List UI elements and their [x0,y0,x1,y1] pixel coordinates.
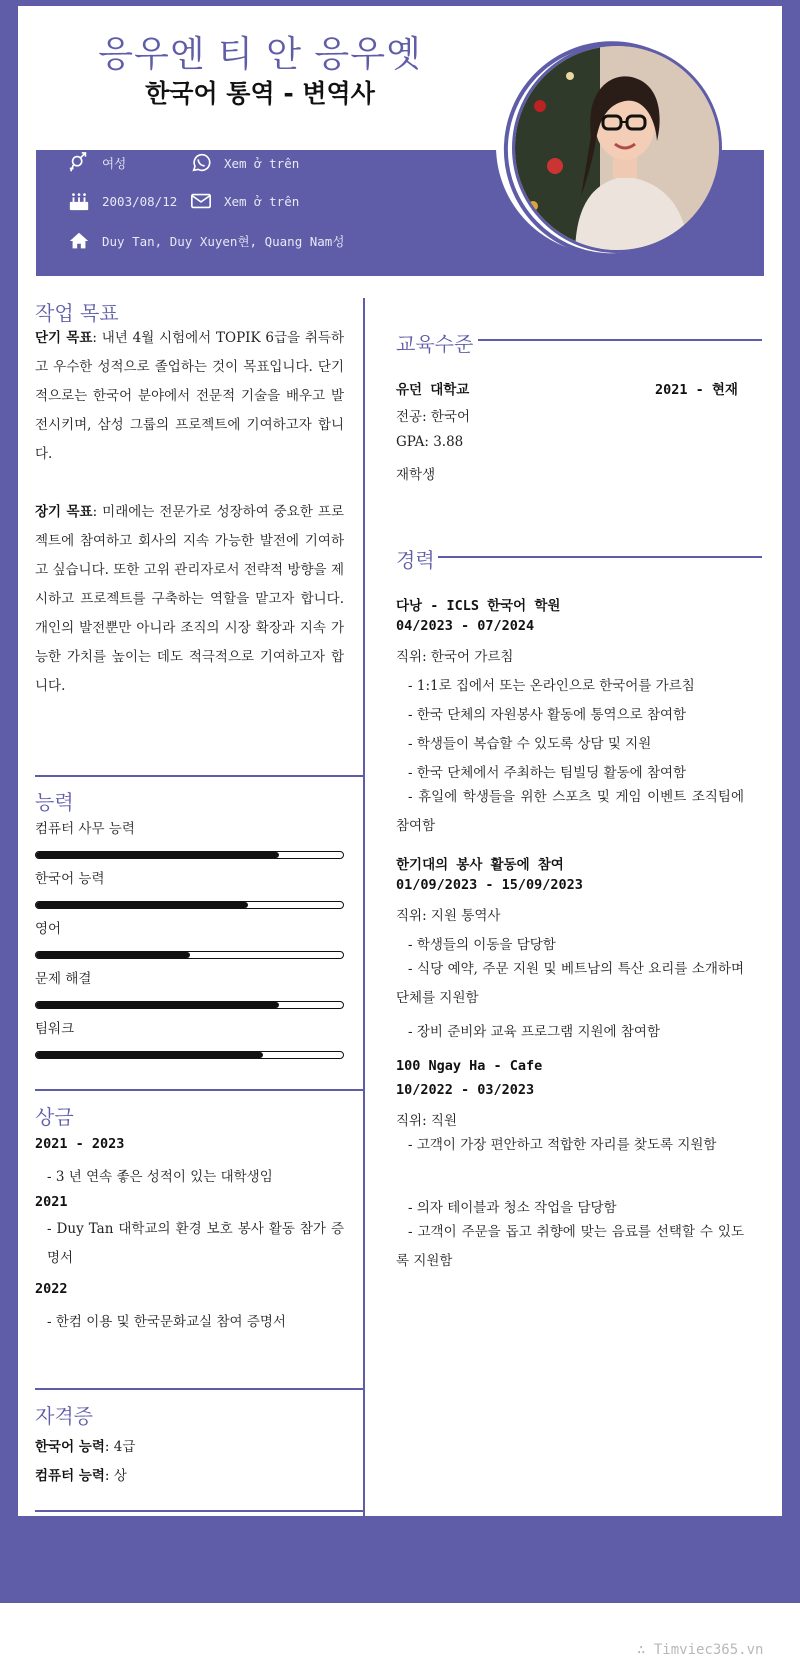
birthday-value: 2003/08/12 [102,193,178,209]
footer-brand: ∴ Timviec365.vn [637,1642,764,1658]
profile-photo [512,43,722,253]
skill-label: 문제 해결 [35,971,92,987]
section-divider [35,775,363,777]
education-major: 전공: 한국어 [396,409,471,425]
education-title: 교육수준 [396,332,474,356]
long-term-text: : 미래에는 전문가로 성장하여 중요한 프로젝트에 참여하고 회사의 지속 가능한 발전에 기여하고 싶습니다. 또한 고위 관리자로서 전략적 방향을 제시하고 프로젝트를 구축하는 역할을 맡고자 합니다. 개인의 발전뿐만 아니라 조직의 시장 확장과 지속 가능한 가치를 높이는 데도 적극적으로 기여하고자 합니다. [35,504,344,694]
candidate-name: 응우엔 티 안 응우옛 [98,34,422,75]
job-task: - 고객이 가장 편안하고 적합한 자리를 찾도록 지원함 [408,1137,717,1153]
job-task: - 고객이 주문을 돕고 취향에 맞는 음료를 선택할 수 있도록 지원함 [396,1224,744,1269]
job-company: 100 Ngay Ha - Cafe [396,1058,543,1074]
bottom-accent-block [364,1516,782,1603]
certificate-item [35,1435,135,1455]
certificate-value: : 상 [104,1468,127,1484]
job-period: 04/2023 - 07/2024 [396,618,535,634]
section-divider [35,1388,363,1390]
profile-photo-illustration [515,46,722,253]
education-school: 유던 대학교 [396,382,470,398]
job-company: 한기대의 봉사 활동에 참여 [396,857,564,873]
section-divider [35,1510,363,1512]
contact-birthday [68,190,177,212]
education-period: 2021 - 현재 [655,382,738,398]
gender-icon [68,152,90,174]
job-task: - 한국 단체에서 주최하는 팀빌딩 활동에 참여함 [408,765,687,781]
certificate-label: 컴퓨터 능력 [35,1468,105,1484]
skill-bar-fill [36,1052,263,1058]
skill-bar-fill [36,952,190,958]
job-task: - 한국 단체의 자원봉사 활동에 통역으로 참여함 [408,707,687,723]
skill-bar [35,1001,344,1009]
job-role: 직위: 한국어 가르침 [396,649,514,665]
skill-bar [35,1051,344,1059]
skill-bar [35,951,344,959]
job-period: 10/2022 - 03/2023 [396,1082,535,1098]
email-value[interactable]: Xem ở trên [224,193,300,209]
birthday-cake-icon [68,190,90,212]
experience-title: 경력 [396,548,435,572]
skill-bar [35,901,344,909]
gender-value: 여성 [102,156,127,171]
award-desc: - 한컴 이용 및 한국문화교실 참여 증명서 [47,1314,286,1330]
section-divider [35,1089,363,1091]
short-term-label: 단기 목표 [35,330,93,346]
job-task: - 학생들이 복습할 수 있도록 상담 및 지원 [408,736,652,752]
job-task: - 휴일에 학생들을 위한 스포츠 및 게임 이벤트 조직팀에 참여함 [396,789,744,834]
job-role: 직위: 직원 [396,1113,458,1129]
objective-title: 작업 목표 [35,301,119,325]
job-task: - 식당 예약, 주문 지원 및 베트남의 특산 요리를 소개하며 단체를 지원함 [396,961,744,1006]
job-company: 다낭 - ICLS 한국어 학원 [396,598,561,614]
contact-email [190,190,299,212]
email-icon [190,190,212,212]
award-year: 2021 - 2023 [35,1136,125,1152]
short-term-objective [35,324,344,469]
skill-item [35,967,344,1009]
education-status: 재학생 [396,467,436,483]
award-year: 2021 [35,1194,68,1210]
certificate-item [35,1464,127,1484]
skill-bar-fill [36,852,279,858]
address-value: Duy Tan, Duy Xuyen현, Quang Nam성 [102,234,345,249]
job-period: 01/09/2023 - 15/09/2023 [396,877,583,893]
skill-item [35,817,344,859]
award-desc: - 3 년 연속 좋은 성적이 있는 대학생임 [47,1169,273,1185]
job-task: - 의자 테이블과 청소 작업을 담당함 [408,1200,617,1216]
award-year: 2022 [35,1281,68,1297]
award-desc: - Duy Tan 대학교의 환경 보호 봉사 활동 참가 증명서 [47,1221,344,1266]
skill-item [35,1017,344,1059]
experience-title-rule [438,556,762,558]
education-gpa: GPA: 3.88 [396,434,464,450]
certificate-value: : 4급 [104,1439,136,1455]
contact-address [68,230,344,252]
long-term-label: 장기 목표 [35,504,93,520]
skill-label: 컴퓨터 사무 능력 [35,821,135,837]
long-term-objective [35,498,344,701]
skill-item [35,917,344,959]
certificates-title: 자격증 [35,1404,93,1428]
skill-bar-fill [36,902,248,908]
home-icon [68,230,90,252]
job-task: - 1:1로 집에서 또는 온라인으로 한국어를 가르침 [408,678,695,694]
skill-item [35,867,344,909]
short-term-text: : 내년 4월 시험에서 TOPIK 6급을 취득하고 우수한 성적으로 졸업하는 것이 목표입니다. 단기적으로는 한국어 분야에서 전문적 기술을 배우고 발전시키며, 삼성 그룹의 프로젝트에 기여하고자 합니다. [35,330,344,462]
skill-label: 영어 [35,921,62,937]
skill-bar-fill [36,1002,279,1008]
certificate-label: 한국어 능력 [35,1439,105,1455]
skill-label: 한국어 능력 [35,871,105,887]
job-task: - 학생들의 이동을 담당함 [408,937,556,953]
column-divider [363,298,365,1516]
education-title-rule [478,339,762,341]
whatsapp-icon [190,152,212,174]
phone-value[interactable]: Xem ở trên [224,155,300,171]
skill-bar [35,851,344,859]
contact-phone [190,152,299,174]
job-title: 한국어 통역 - 변역사 [145,79,375,108]
skill-label: 팀워크 [35,1021,75,1037]
job-role: 직위: 지원 통역사 [396,908,501,924]
contact-gender [68,152,126,174]
skills-title: 능력 [35,790,74,814]
job-task: - 장비 준비와 교육 프로그램 지원에 참여함 [408,1024,661,1040]
awards-title: 상금 [35,1105,74,1129]
